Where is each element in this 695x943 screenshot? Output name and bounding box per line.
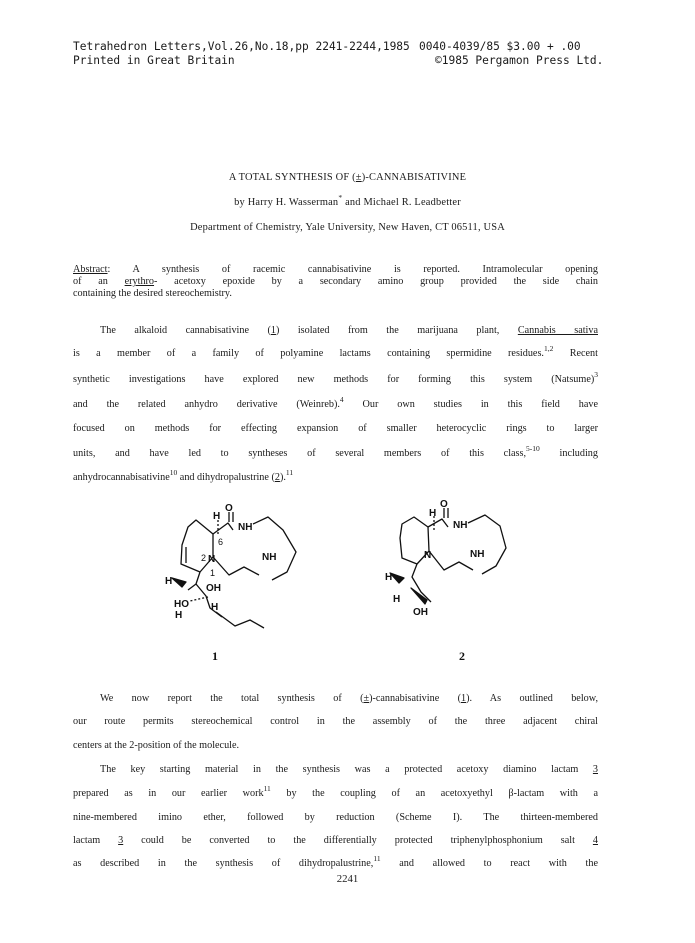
affiliation: Department of Chemistry, Yale University, New Haven, CT 06511, USA [190,222,505,233]
s1-h-bottom: H [175,610,183,621]
s1-h-right: H [211,602,219,613]
para3-line-3: nine-membered imino ether, followed by reduction (Scheme I). The thirteen-membered [73,812,598,823]
authors: by Harry H. Wasserman* and Michael R. Leadbetter [234,192,461,208]
para2-line-2: our route permits stereochemical control in the assembly of the three adjacent chiral [73,716,598,727]
para1-line-1: The alkaloid cannabisativine (1) isolated from the marijuana plant, Cannabis sativa [100,325,598,336]
para2-line-3: centers at the 2-position of the molecule. [73,740,240,751]
s2-h-low: H [393,594,401,605]
abstract-line-3: containing the desired stereochemistry. [73,288,232,299]
para1-line-5: focused on methods for effecting expansion of smaller heterocyclic rings to larger [73,423,598,434]
s1-oh: OH [206,583,221,594]
citation-line: Tetrahedron Letters,Vol.26,No.18,pp 2241-2244,1985 [73,40,410,53]
s2-nitrogen: N [424,550,432,561]
para1-line-6: units, and have led to syntheses of several members of this class,$^{5-10}$ including [73,443,598,459]
s1-nh-amide: NH [238,522,253,533]
para3-line-2: prepared as in our earlier work$^{11}$ by the coupling of an acetoxyethyl β-lactam with a [73,783,598,799]
para1-line-4: and the related anhydro derivative (Weinreb).$^4$ Our own studies in this field have [73,394,598,410]
compound-label-1: 1 [212,649,218,663]
page-number: 2241 [336,873,359,885]
compound-label-2: 2 [459,649,465,663]
abstract-line-2: of an erythro- acetoxy epoxide by a secondary amino group provided the side chain [73,276,598,287]
para3-line-5: as described in the synthesis of dihydropalustrine,$^{11}$ and allowed to react with the [73,853,598,869]
paper-title: A TOTAL SYNTHESIS OF (±)-CANNABISATIVINE [228,172,467,183]
s2-h-left: H [385,572,393,583]
para1-line-7: anhydrocannabisativine$^{10}$ and dihydropalustrine (2).$^{11}$ [73,467,294,483]
publisher-line: ©1985 Pergamon Press Ltd. [435,54,604,67]
s2-h-top: H [429,508,437,519]
para2-line-1: We now report the total synthesis of (±)-cannabisativine (1). As outlined below, [100,693,598,704]
s1-h-left: H [165,576,173,587]
s1-ho: HO [174,599,189,610]
abstract-line-1: Abstract: A synthesis of racemic cannabisativine is reported. Intramolecular opening [73,264,598,275]
s1-nitrogen: N [208,554,216,565]
para3-line-4: lactam 3 could be converted to the differentially protected triphenylphosphonium salt 4 [73,835,598,846]
para1-line-3: synthetic investigations have explored new methods for forming this system (Natsume)$^3$ [73,369,598,385]
printed-line: Printed in Great Britain [73,54,235,67]
para3-line-1: The key starting material in the synthesis was a protected acetoxy diamino lactam 3 [100,764,598,775]
s2-oh: OH [413,607,428,618]
s1-position-1: 1 [210,568,216,578]
s1-position-6: 6 [218,537,224,547]
s1-nh-amine: NH [262,552,277,563]
s1-h-top: H [213,511,221,522]
s1-position-2: 2 [201,553,207,563]
price-line: 0040-4039/85 $3.00 + .00 [419,40,581,53]
s2-nh-amide: NH [453,520,468,531]
s2-oxygen: O [440,499,448,510]
s2-nh-amine: NH [470,549,485,560]
para1-line-2: is a member of a family of polyamine lactams containing spermidine residues.$^{1,2}$ Recent [73,343,598,359]
s1-oxygen: O [225,503,233,514]
